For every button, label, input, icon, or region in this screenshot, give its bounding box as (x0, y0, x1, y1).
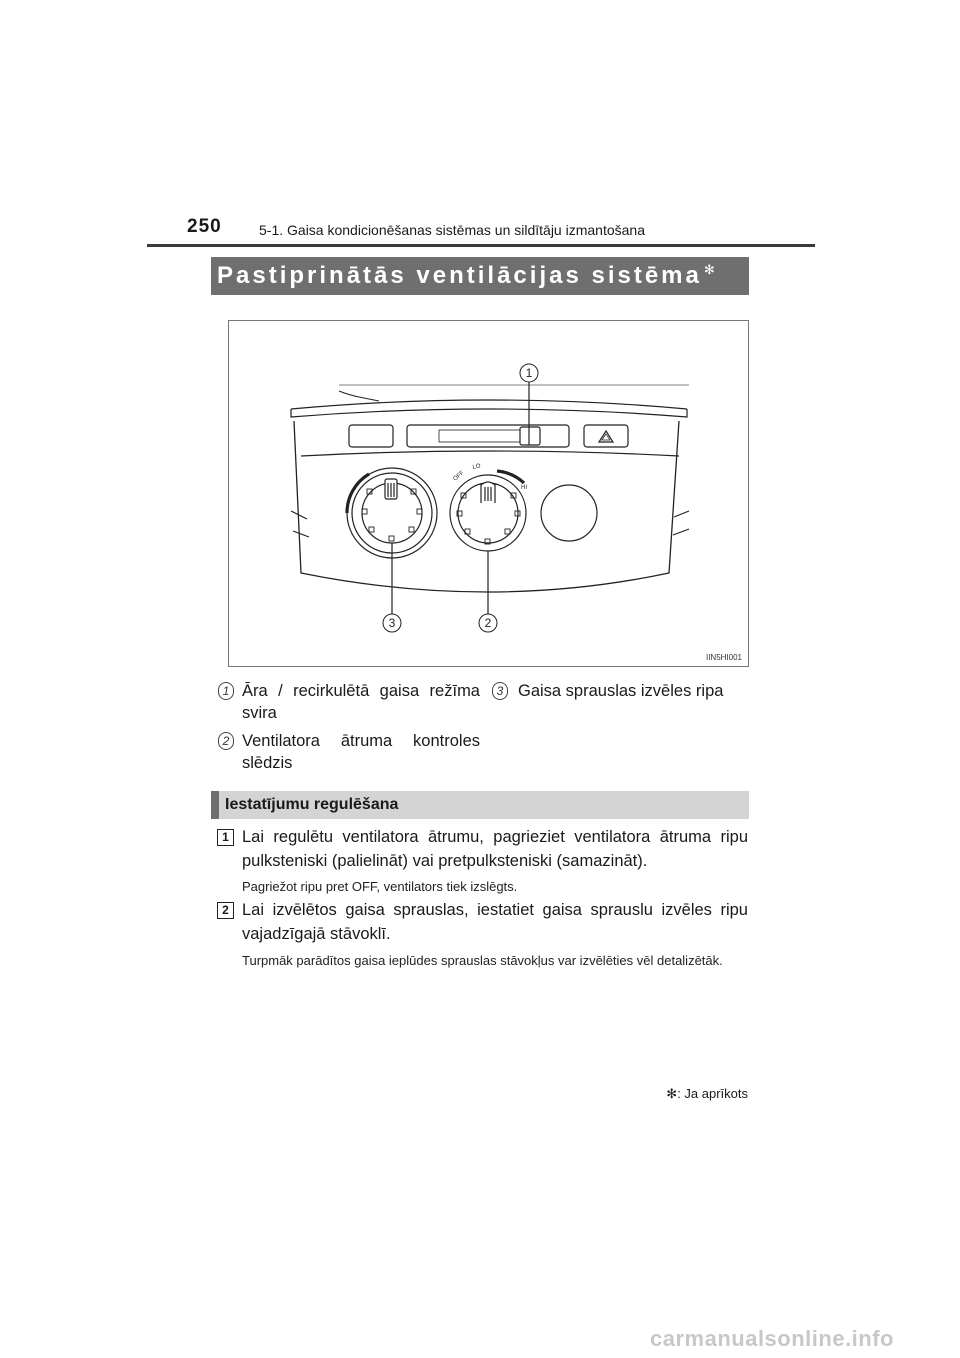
callout-3: 3 (388, 616, 396, 630)
header-divider (147, 244, 815, 247)
step-note: Turpmāk parādītos gaisa ieplūdes sprauslas stāvokļus var izvēlēties vēl detalizētāk. (242, 953, 723, 968)
control-panel-figure (228, 320, 749, 667)
legend-item: Ventilatora ātruma kontroles slēdzis (242, 732, 480, 772)
page-number: 250 (187, 216, 222, 237)
page-title (211, 257, 749, 295)
watermark: carmanualsonline.info (650, 1326, 894, 1351)
legend-number: 2 (218, 732, 234, 750)
step-note: Pagriežot ripu pret OFF, ventilators tiek izslēgts. (242, 879, 518, 894)
svg-text:HI: HI (521, 485, 527, 491)
step-text: Lai regulētu ventilatora ātrumu, pagrieziet ventilatora ātruma ripu pulksteniski (palielināt) vai pretpulksteniski (samazināt). (242, 828, 748, 870)
svg-text:LO: LO (472, 463, 482, 471)
page-title-text: Pastiprinātās ventilācijas sistēma (217, 262, 702, 289)
step-number: 2 (217, 902, 234, 919)
legend-item: Gaisa sprauslas izvēles ripa (518, 682, 724, 700)
step-number: 1 (217, 829, 234, 846)
callout-1: 1 (525, 366, 533, 380)
svg-text:OFF: OFF (452, 470, 466, 483)
legend-item: Āra / recirkulētā gaisa režīma svira (242, 682, 480, 722)
chapter-heading: 5-1. Gaisa kondicionēšanas sistēmas un sildītāju izmantošana (259, 222, 645, 238)
callout-2: 2 (484, 616, 492, 630)
asterisk-icon: ✻ (666, 1086, 678, 1101)
legend-number: 3 (492, 682, 508, 700)
section-heading: Iestatījumu regulēšana (211, 791, 749, 819)
figure-id: IIN5HI001 (705, 653, 742, 662)
legend-number: 1 (218, 682, 234, 700)
footnote-text: : Ja aprīkots (677, 1086, 748, 1101)
control-panel-illustration (229, 321, 750, 668)
asterisk-icon: ✻ (703, 262, 715, 277)
step-text: Lai izvēlētos gaisa sprauslas, iestatiet gaisa sprauslu izvēles ripu vajadzīgajā stāvoklī. (242, 901, 748, 943)
footnote (600, 1086, 748, 1102)
